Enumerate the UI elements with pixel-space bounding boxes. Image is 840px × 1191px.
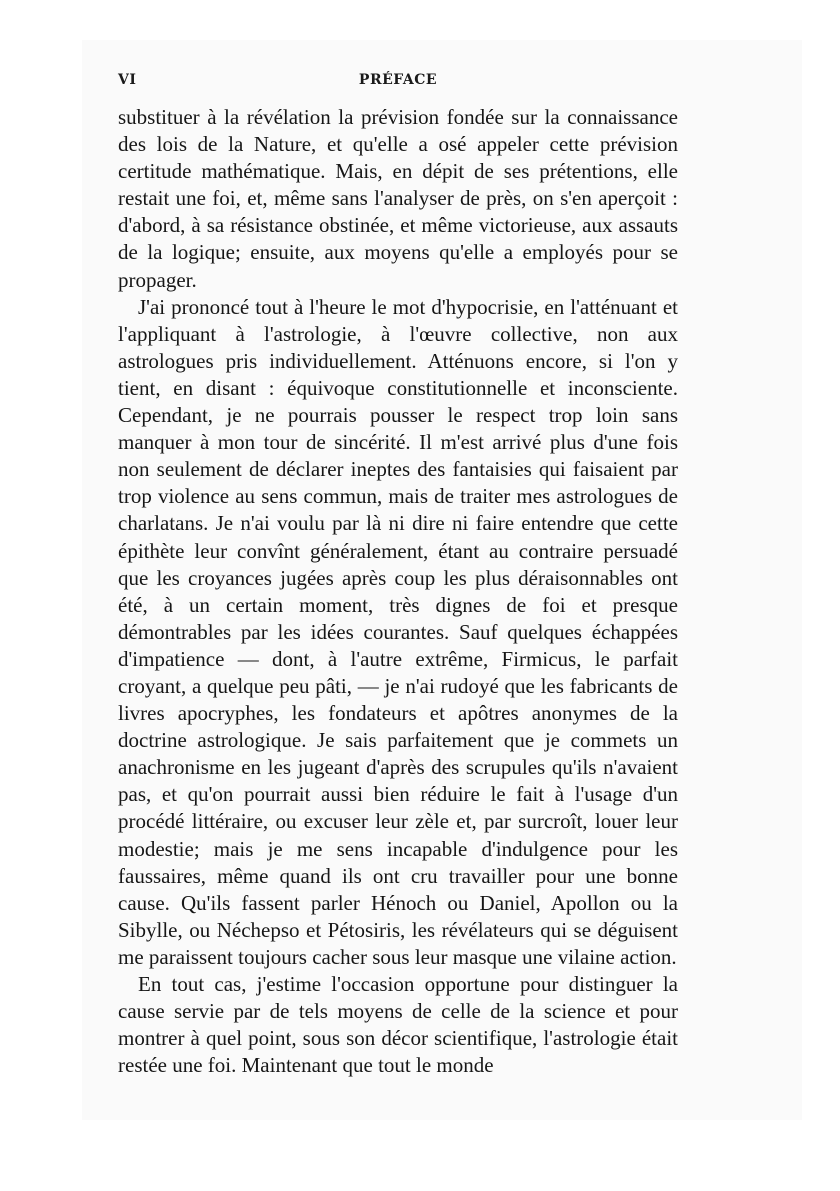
page-header [118, 72, 678, 96]
paragraph: substituer à la révélation la prévision fondée sur la connaissance des lois de la Nature, et qu'elle a osé appeler cette prévision certitude mathématique. Mais, en dépit de ses prétentions, elle restait une foi, et, même sans l'analyser de près, on s'en aperçoit : d'abord, à sa résistance obstinée, et même victorieuse, aux assauts de la logique; ensuite, aux moyens qu'elle a employés pour se propager. [118, 105, 678, 292]
paragraph: En tout cas, j'estime l'occasion opportune pour distinguer la cause servie par de tels moyens de celle de la science et pour montrer à quel point, sous son décor scientifique, l'astrologie était restée une foi. Maintenant que tout le monde [118, 972, 678, 1078]
page-number: VI [118, 72, 137, 88]
running-head: PRÉFACE [358, 72, 438, 88]
paragraph: J'ai prononcé tout à l'heure le mot d'hypocrisie, en l'atténuant et l'appliquant à l'astrologie, à l'œuvre collective, non aux astrologues pris individuellement. Atténuons encore, si l'on y tient, en disant : équivoque constitutionnelle et inconsciente. Cependant, je ne pourrais pousser le respect trop loin sans manquer à mon tour de sincérité. Il m'est arrivé plus d'une fois non seulement de déclarer ineptes des fantaisies qui faisaient par trop violence au sens commun, mais de traiter mes astrologues de charlatans. Je n'ai voulu par là ni dire ni faire entendre que cette épithète leur convînt généralement, étant au contraire persuadé que les croyances jugées après coup les plus déraisonnables ont été, à un certain moment, très dignes de foi et presque démontrables par les idées courantes. Sauf quelques échappées d'impatience — dont, à l'autre extrême, Firmicus, le parfait croyant, a quelque peu pâti, — je n'ai rudoyé que les fabricants de livres apocryphes, les fondateurs et apôtres anonymes de la doctrine astrologique. Je sais parfaitement que je commets un anachronisme en les jugeant d'après des scrupules qu'ils n'avaient pas, et qu'on pourrait aussi bien réduire le fait à l'usage d'un procédé littéraire, ou excuser leur zèle et, par surcroît, louer leur modestie; mais je me sens incapable d'indulgence pour les faussaires, même quand ils ont cru travailler pour une bonne cause. Qu'ils fassent parler Hénoch ou Daniel, Apollon ou la Sibylle, ou Néchepso et Pétosiris, les révélateurs qui se déguisent me paraissent toujours cacher sous leur masque une vilaine action. [118, 294, 678, 969]
body-text [118, 104, 678, 1079]
